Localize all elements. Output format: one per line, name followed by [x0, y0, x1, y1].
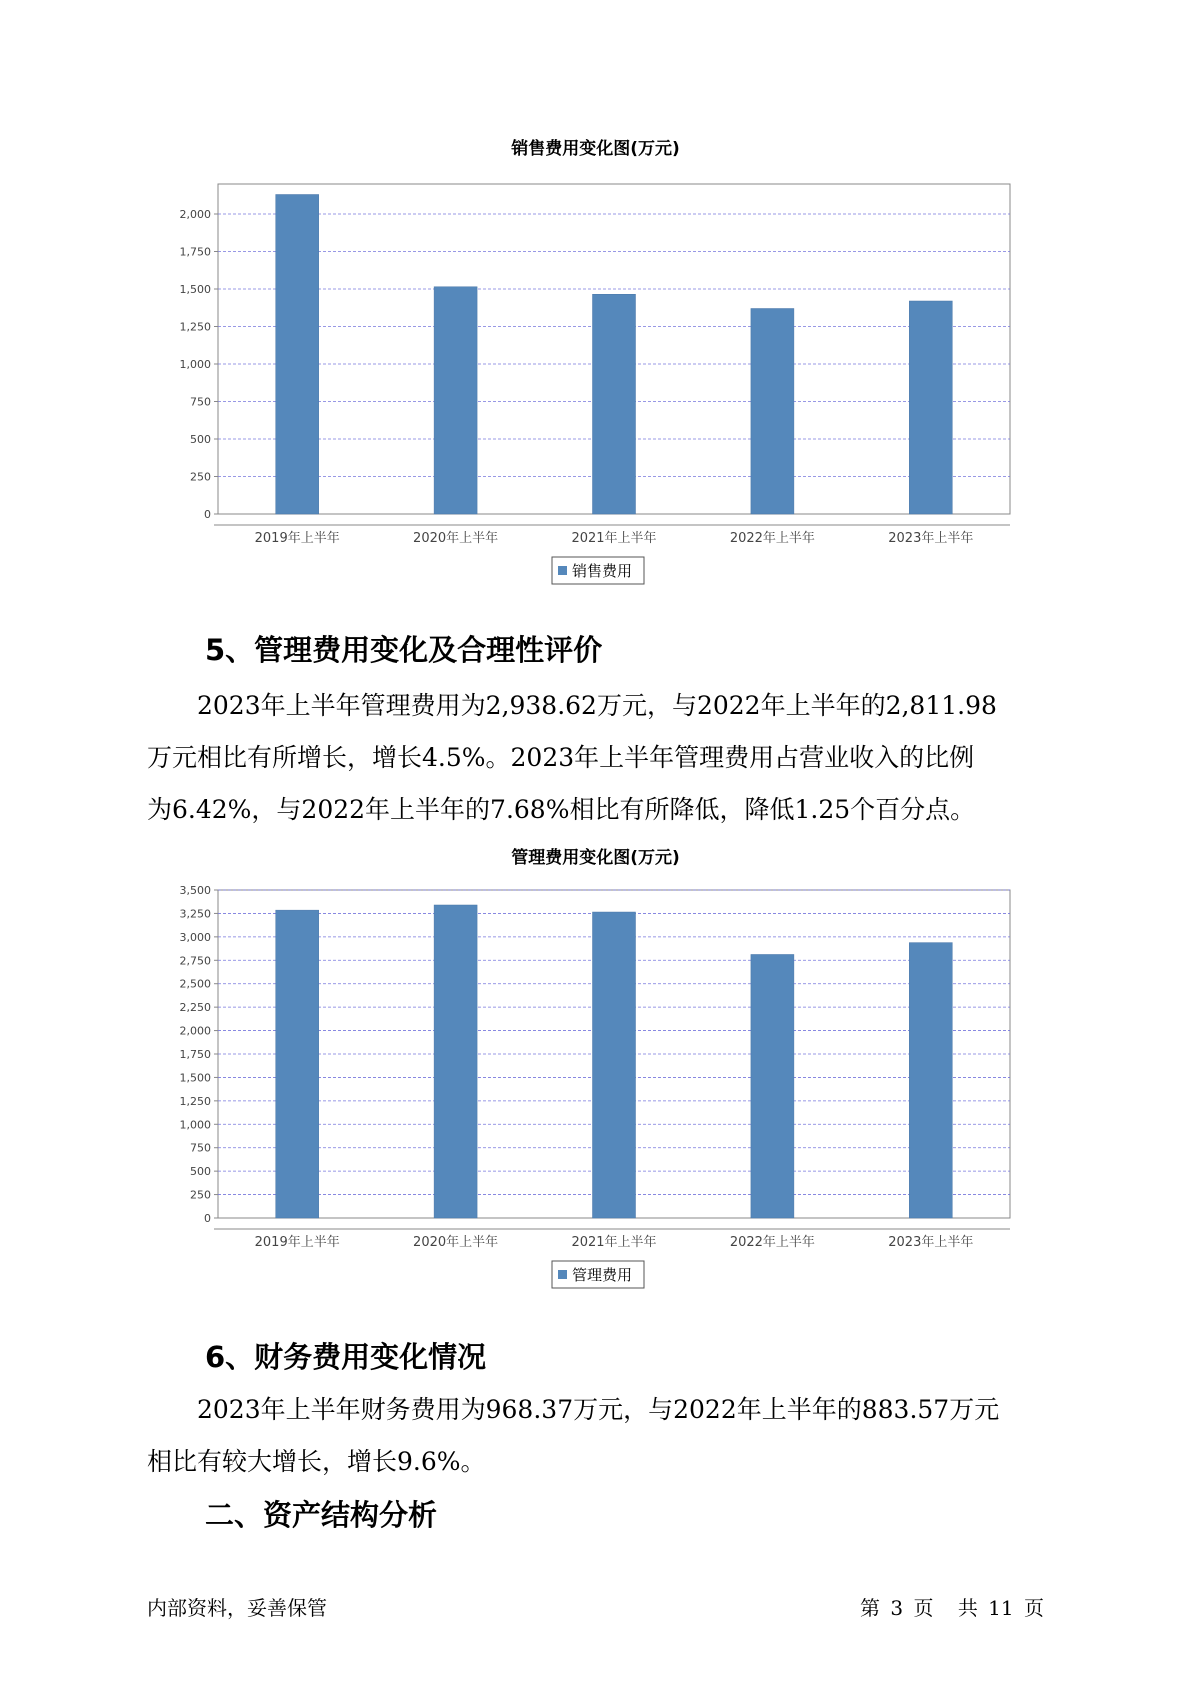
- y-tick-label: 1,250: [179, 320, 211, 334]
- y-tick-label: 2,000: [179, 1024, 211, 1038]
- bar: [276, 910, 319, 1218]
- y-tick-label: 1,750: [179, 1048, 211, 1061]
- page-number: 3: [890, 1596, 904, 1620]
- bar: [909, 943, 952, 1218]
- y-tick-label: 0: [204, 508, 211, 521]
- y-tick-label: 750: [190, 395, 211, 409]
- page-prefix: 第: [860, 1596, 880, 1620]
- legend-label: 管理费用: [572, 1266, 633, 1284]
- admin-chart-title: 管理费用变化图(万元): [511, 848, 680, 868]
- legend-label: 销售费用: [572, 562, 633, 580]
- legend-swatch: [558, 1270, 567, 1279]
- y-tick-label: 2,750: [179, 954, 211, 968]
- section5-heading: 5、管理费用变化及合理性评价: [205, 633, 603, 667]
- x-tick-label: 2023年上半年: [888, 531, 974, 546]
- section6-heading: 6、财务费用变化情况: [205, 1340, 487, 1374]
- y-tick-label: 2,250: [179, 1001, 211, 1015]
- y-tick-label: 1,000: [179, 1118, 211, 1132]
- bar: [751, 954, 794, 1218]
- x-tick-label: 2023年上半年: [888, 1235, 974, 1250]
- footer-confidential-note: 内部资料，妥善保管: [147, 1596, 327, 1620]
- section6-line: 2023年上半年财务费用为968.37万元，与2022年上半年的883.57万元: [197, 1395, 1000, 1424]
- x-tick-label: 2019年上半年: [254, 531, 340, 546]
- y-tick-label: 250: [190, 1188, 211, 1202]
- y-tick-label: 0: [204, 1212, 211, 1225]
- x-tick-label: 2020年上半年: [413, 1235, 499, 1250]
- total-pages: 11: [988, 1596, 1014, 1620]
- x-tick-label: 2022年上半年: [729, 531, 815, 546]
- y-tick-label: 2,000: [179, 208, 211, 221]
- section6-paragraph: [147, 1384, 1047, 1488]
- sales-chart-title: 销售费用变化图(万元): [511, 139, 680, 159]
- y-tick-label: 750: [190, 1141, 211, 1155]
- y-tick-label: 3,250: [179, 907, 211, 921]
- bar: [593, 912, 636, 1218]
- footer-page-indicator: [860, 1592, 1048, 1621]
- section5-line: 2023年上半年管理费用为2,938.62万元，与2022年上半年的2,811.98: [197, 691, 997, 720]
- y-tick-label: 1,000: [179, 358, 211, 371]
- x-tick-label: 2022年上半年: [729, 1235, 815, 1250]
- y-tick-label: 1,500: [179, 1071, 211, 1085]
- section5-line: 为6.42%，与2022年上半年的7.68%相比有所降低，降低1.25个百分点。: [147, 795, 976, 824]
- x-tick-label: 2020年上半年: [413, 531, 499, 546]
- x-tick-label: 2021年上半年: [571, 531, 657, 546]
- section-two-heading: 二、资产结构分析: [205, 1498, 438, 1532]
- y-tick-label: 500: [190, 433, 211, 446]
- y-tick-label: 1,750: [179, 245, 211, 259]
- x-tick-label: 2019年上半年: [254, 1235, 340, 1250]
- y-tick-label: 3,000: [179, 930, 211, 944]
- y-tick-label: 250: [190, 470, 211, 484]
- y-tick-label: 1,500: [179, 283, 211, 296]
- y-tick-label: 1,250: [179, 1094, 211, 1108]
- section5-line: 万元相比有所增长，增长4.5%。2023年上半年管理费用占营业收入的比例: [147, 743, 975, 772]
- section6-line: 相比有较大增长，增长9.6%。: [147, 1447, 486, 1476]
- y-tick-label: 3,500: [179, 884, 211, 897]
- y-tick-label: 2,500: [179, 977, 211, 991]
- y-tick-label: 500: [190, 1165, 211, 1179]
- bar: [434, 905, 477, 1218]
- total-unit: 页: [1023, 1596, 1044, 1620]
- page-unit: 页: [913, 1596, 934, 1620]
- total-prefix: 共: [957, 1596, 978, 1620]
- x-tick-label: 2021年上半年: [571, 1235, 657, 1250]
